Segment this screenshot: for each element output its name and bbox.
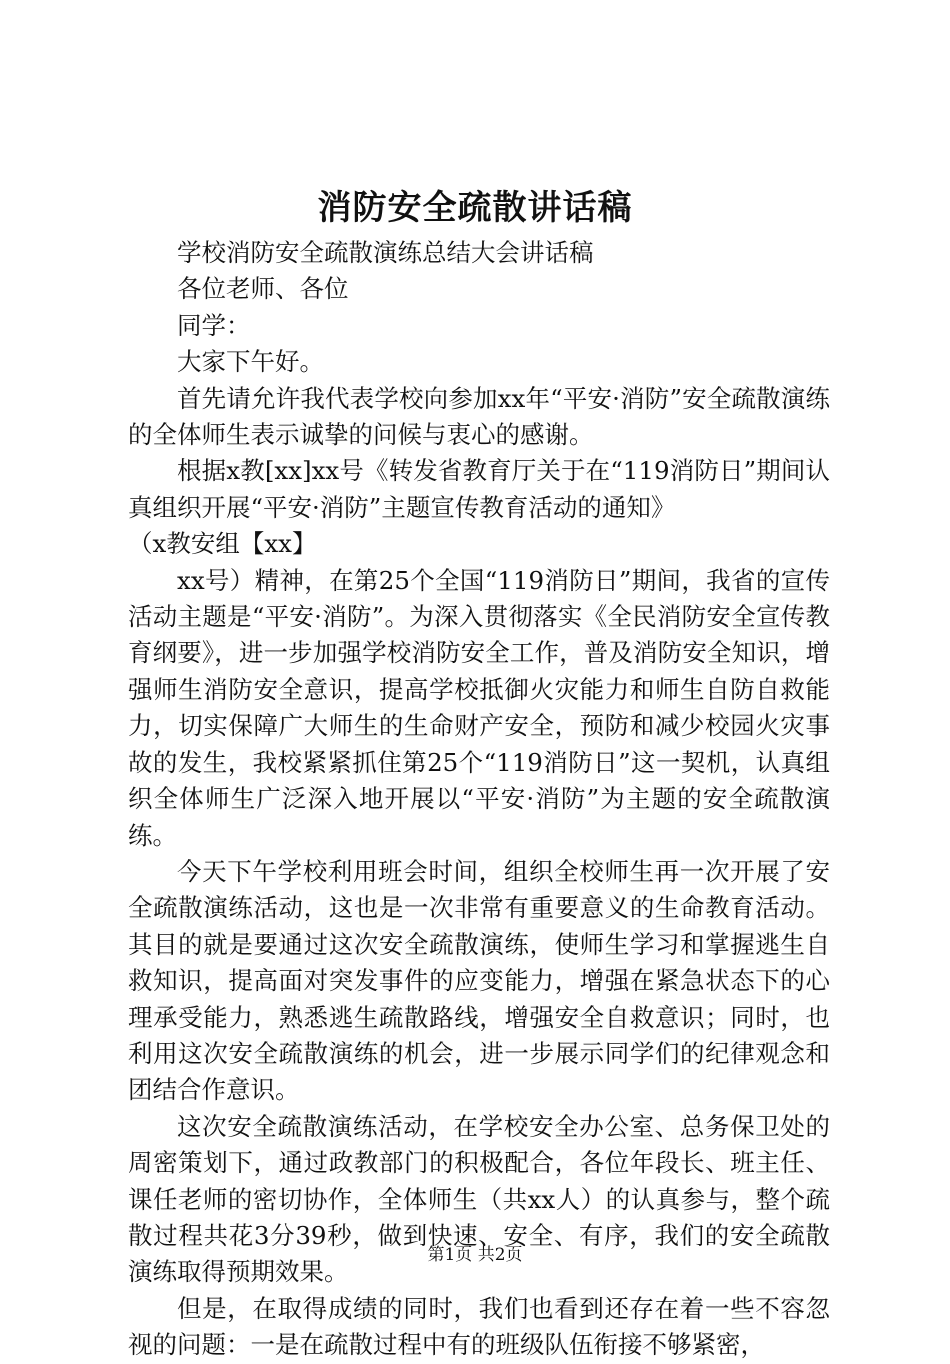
paragraph: 根据x教[xx]xx号《转发省教育厅关于在“119消防日”期间认真组织开展“平安·消防”主题宣传教育活动的通知》 bbox=[128, 456, 830, 522]
paragraph: 同学： bbox=[177, 310, 251, 340]
paragraph: 学校消防安全疏散演练总结大会讲话稿 bbox=[177, 238, 594, 267]
paragraph: 首先请允许我代表学校向参加xx年“平安·消防”安全疏散演练的全体师生表示诚挚的问候与衷心的感谢。 bbox=[128, 383, 830, 450]
paragraph: 但是，在取得成绩的同时，我们也看到还存在着一些不容忽视的问题：一是在疏散过程中有的班级队伍衔接不够紧密， bbox=[128, 1293, 830, 1360]
paragraph: 各位老师、各位 bbox=[177, 274, 349, 304]
paragraph: 今天下午学校利用班会时间，组织全校师生再一次开展了安全疏散演练活动，这也是一次非常有重要意义的生命教育活动。其目的就是要通过这次安全疏散演练，使师生学习和掌握逃生自救知识，提高面对突发事件的应变能力，增强在紧急状态下的心理承受能力，熟悉逃生疏散路线，增强安全自救意识；同时，也利用这次安全疏散演练的机会，进一步展示同学们的纪律观念和团结合作意识。 bbox=[128, 856, 830, 1105]
paragraph: 大家下午好。 bbox=[177, 347, 324, 377]
document-title: 消防安全疏散讲话稿 bbox=[317, 188, 633, 228]
paragraph: xx号）精神，在第25个全国“119消防日”期间，我省的宣传活动主题是“平安·消防”。为深入贯彻落实《全民消防安全宣传教育纲要》，进一步加强学校消防安全工作，普及消防安全知识，增强师生消防安全意识，提高学校抵御火灾能力和师生自防自救能力，切实保障广大师生的生命财产安全，预防和减少校园火灾事故的发生，我校紧紧抓住第25个“119消防日”这一契机，认真组织全体师生广泛深入地开展以“平安·消防”为主题的安全疏散演练。 bbox=[128, 565, 830, 850]
document-body bbox=[128, 235, 830, 1364]
page-footer: 第1页 共2页 bbox=[427, 1245, 523, 1265]
paragraph: 这次安全疏散演练活动，在学校安全办公室、总务保卫处的周密策划下，通过政教部门的积极配合，各位年段长、班主任、课任老师的密切协作，全体师生（共xx人）的认真参与，整个疏散过程共花3分39秒，做到快速、安全、有序，我们的安全疏散演练取得预期效果。 bbox=[128, 1111, 830, 1287]
paragraph: （x教安组【xx】 bbox=[128, 529, 317, 559]
